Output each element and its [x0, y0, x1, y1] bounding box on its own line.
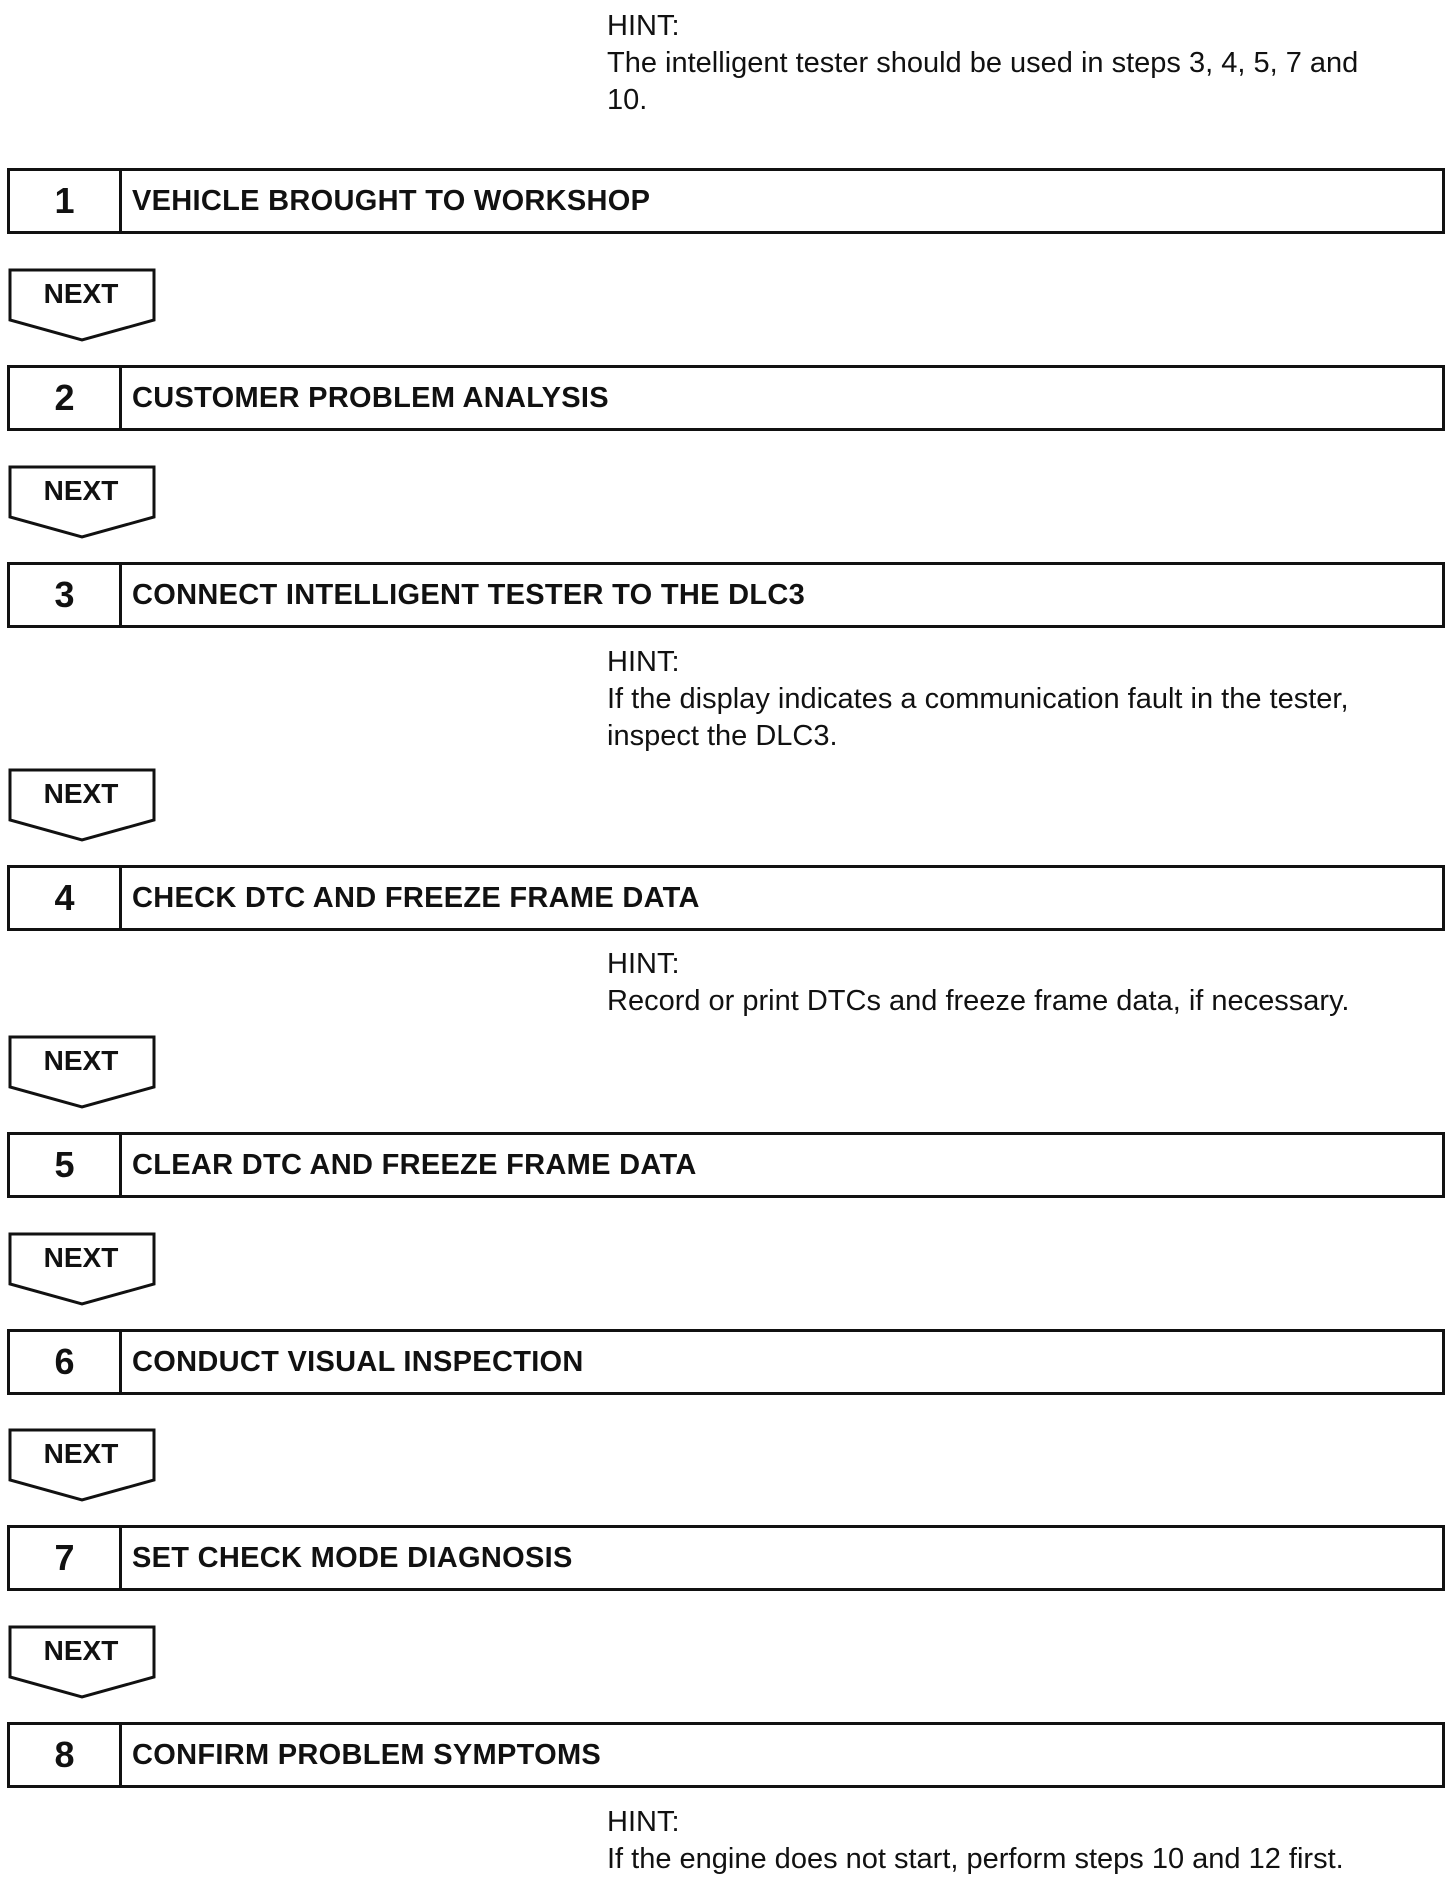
step-title: VEHICLE BROUGHT TO WORKSHOP	[132, 184, 651, 217]
step-title: CONDUCT VISUAL INSPECTION	[132, 1345, 584, 1378]
next-arrow	[8, 268, 156, 342]
hint-line: The intelligent tester should be used in steps 3, 4, 5, 7 and	[607, 47, 1359, 79]
step-5	[7, 1132, 1445, 1198]
step-title: CUSTOMER PROBLEM ANALYSIS	[132, 381, 609, 414]
next-arrow	[8, 1035, 156, 1109]
next-arrow	[8, 1625, 156, 1699]
hint-label: HINT:	[607, 948, 680, 980]
step-number: 5	[10, 1135, 122, 1195]
hint-step-8	[607, 1804, 1427, 1878]
next-label: NEXT	[43, 278, 119, 309]
next-arrow	[8, 465, 156, 539]
step-number: 1	[10, 171, 122, 231]
next-label: NEXT	[43, 475, 119, 506]
next-arrow	[8, 1428, 156, 1502]
hint-step-3	[607, 644, 1427, 755]
step-title: CLEAR DTC AND FREEZE FRAME DATA	[132, 1148, 697, 1181]
step-number: 3	[10, 565, 122, 625]
step-4	[7, 865, 1445, 931]
hint-label: HINT:	[607, 646, 680, 678]
next-label: NEXT	[43, 1438, 119, 1469]
step-title: CONFIRM PROBLEM SYMPTOMS	[132, 1738, 602, 1771]
next-label: NEXT	[43, 1045, 119, 1076]
hint-line: 10.	[607, 84, 648, 116]
hint-line: Record or print DTCs and freeze frame data, if necessary.	[607, 985, 1350, 1017]
step-7	[7, 1525, 1445, 1591]
step-title: CHECK DTC AND FREEZE FRAME DATA	[132, 881, 700, 914]
next-arrow	[8, 768, 156, 842]
hint-line: inspect the DLC3.	[607, 720, 838, 752]
step-3	[7, 562, 1445, 628]
step-6	[7, 1329, 1445, 1395]
hint-line: If the display indicates a communication fault in the tester,	[607, 683, 1349, 715]
step-number: 4	[10, 868, 122, 928]
step-1	[7, 168, 1445, 234]
next-label: NEXT	[43, 1635, 119, 1666]
step-number: 7	[10, 1528, 122, 1588]
next-label: NEXT	[43, 778, 119, 809]
step-number: 8	[10, 1725, 122, 1785]
hint-step-4	[607, 946, 1427, 1020]
step-2	[7, 365, 1445, 431]
step-number: 2	[10, 368, 122, 428]
next-arrow	[8, 1232, 156, 1306]
step-number: 6	[10, 1332, 122, 1392]
step-8	[7, 1722, 1445, 1788]
hint-label: HINT:	[607, 10, 680, 42]
step-title: CONNECT INTELLIGENT TESTER TO THE DLC3	[132, 578, 806, 611]
hint-label: HINT:	[607, 1806, 680, 1838]
next-label: NEXT	[43, 1242, 119, 1273]
hint-line: If the engine does not start, perform steps 10 and 12 first.	[607, 1843, 1344, 1875]
step-title: SET CHECK MODE DIAGNOSIS	[132, 1541, 573, 1574]
hint-top	[607, 8, 1427, 119]
